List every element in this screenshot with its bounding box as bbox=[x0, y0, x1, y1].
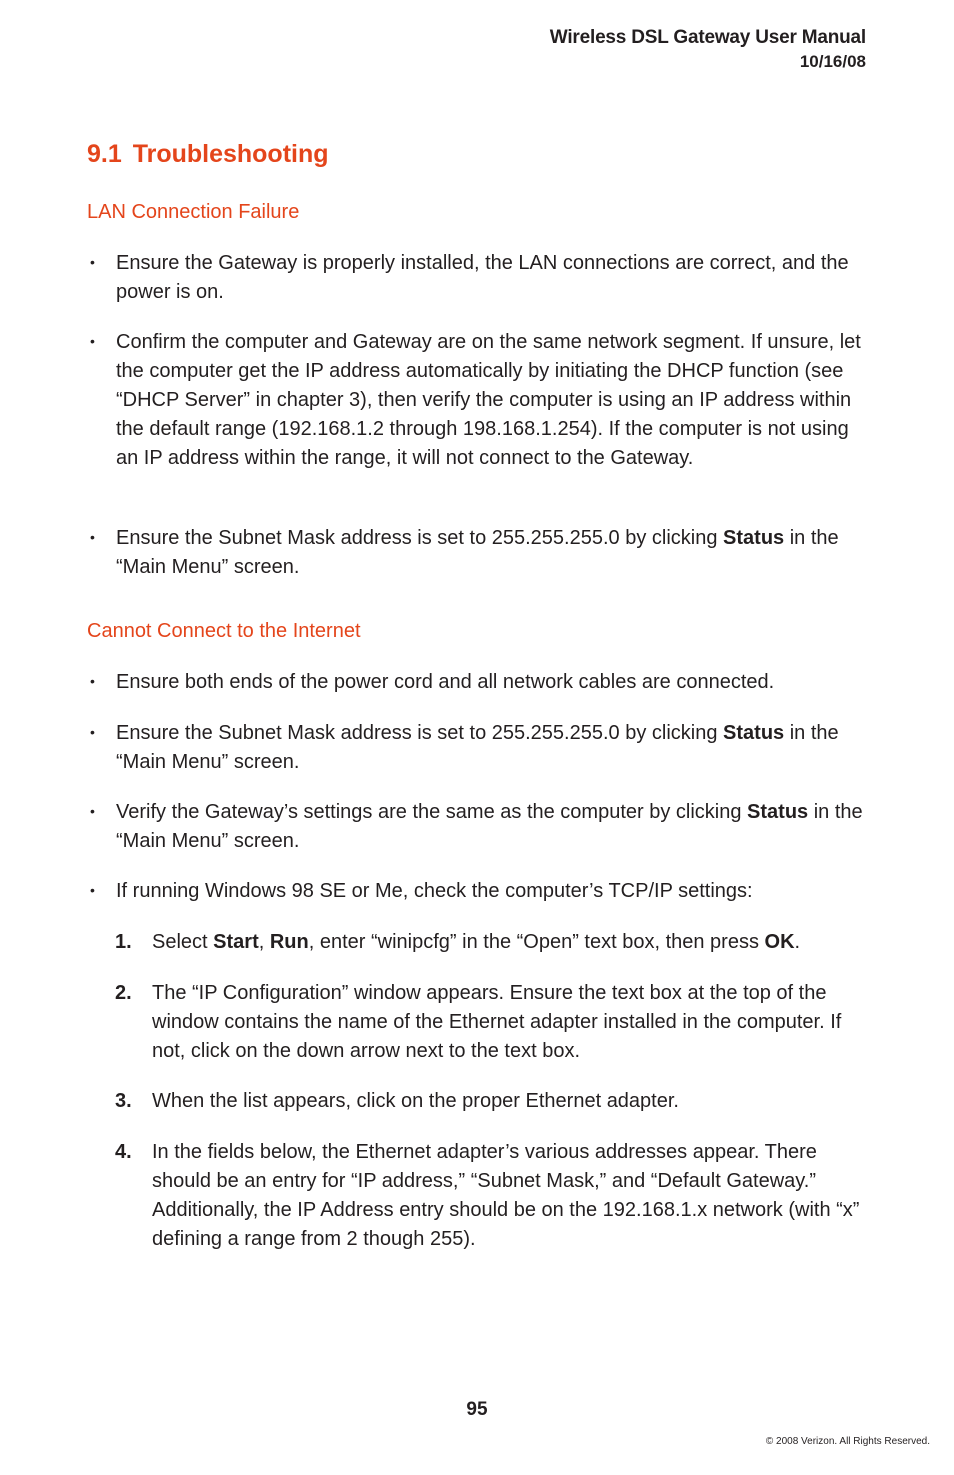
bullet: • bbox=[90, 254, 95, 270]
status-link-text: Status bbox=[747, 801, 809, 823]
item-text: Ensure the Subnet Mask address is set to 255.255.255.0 by clicking Status in the “Main Menu” screen. bbox=[116, 527, 839, 578]
list-item bbox=[90, 798, 865, 856]
page-number: 95 bbox=[466, 1399, 488, 1420]
step-text: Select Start, Run, enter “winipcfg” in the “Open” text box, then press OK. bbox=[152, 931, 801, 953]
step-text: In the fields below, the Ethernet adapter’s various addresses appear. There should be an entry for “IP address,” “Subnet Mask,” and “Default Gateway.” Additionally, the IP Address entry should be on the 192.168.1.x network (with “x” defining a range from 2 though 255). bbox=[152, 1141, 860, 1250]
page-header bbox=[550, 26, 866, 74]
numbered-step bbox=[115, 979, 865, 1066]
item-text: Verify the Gateway’s settings are the same as the computer by clicking Status in the “Main Menu” screen. bbox=[116, 801, 863, 852]
list-item bbox=[90, 524, 865, 582]
step-text: The “IP Configuration” window appears. Ensure the text box at the top of the window contains the name of the Ethernet adapter installed in the computer. If not, click on the down arrow next to the text box. bbox=[152, 982, 842, 1062]
manual-title: Wireless DSL Gateway User Manual bbox=[549, 27, 866, 48]
step-number: 4. bbox=[115, 1141, 132, 1163]
bullet: • bbox=[90, 882, 95, 898]
lan-heading: LAN Connection Failure bbox=[87, 201, 300, 223]
item-text: Ensure the Subnet Mask address is set to 255.255.255.0 by clicking Status in the “Main Menu” screen. bbox=[116, 722, 839, 773]
step-text: When the list appears, click on the proper Ethernet adapter. bbox=[152, 1090, 679, 1112]
bullet: • bbox=[90, 529, 95, 545]
item-text: Ensure the Gateway is properly installed, the LAN connections are correct, and the power is on. bbox=[116, 252, 849, 303]
bullet: • bbox=[90, 803, 95, 819]
status-link-text: Status bbox=[723, 527, 785, 549]
internet-heading: Cannot Connect to the Internet bbox=[87, 620, 361, 642]
list-item bbox=[90, 719, 865, 777]
manual-date: 10/16/08 bbox=[799, 52, 866, 71]
item-text: If running Windows 98 SE or Me, check the computer’s TCP/IP settings: bbox=[116, 880, 753, 902]
copyright-notice: © 2008 Verizon. All Rights Reserved. bbox=[765, 1436, 930, 1447]
list-item bbox=[90, 249, 865, 307]
item-text: Confirm the computer and Gateway are on the same network segment. If unsure, let the computer get the IP address automatically by initiating the DHCP function (see “DHCP Server” in chapter 3), then verify the computer is using an IP address within the default range (192.168.1.2 through 198.168.1.254). If the computer is not using an IP address within the range, it will not connect to the Gateway. bbox=[116, 331, 861, 469]
bullet: • bbox=[90, 333, 95, 349]
section-title: 9.1 Troubleshooting bbox=[87, 140, 329, 168]
step-number: 3. bbox=[115, 1090, 132, 1112]
status-link-text: Status bbox=[723, 722, 785, 744]
numbered-step bbox=[115, 928, 865, 957]
step-number: 2. bbox=[115, 982, 132, 1004]
numbered-step bbox=[115, 1087, 865, 1116]
step-number: 1. bbox=[115, 931, 132, 953]
item-text: Ensure both ends of the power cord and all network cables are connected. bbox=[116, 671, 775, 693]
bullet: • bbox=[90, 724, 95, 740]
numbered-step bbox=[115, 1138, 865, 1254]
list-item bbox=[90, 328, 865, 473]
list-item bbox=[90, 668, 865, 697]
bullet: • bbox=[90, 673, 95, 689]
list-item bbox=[90, 877, 865, 906]
